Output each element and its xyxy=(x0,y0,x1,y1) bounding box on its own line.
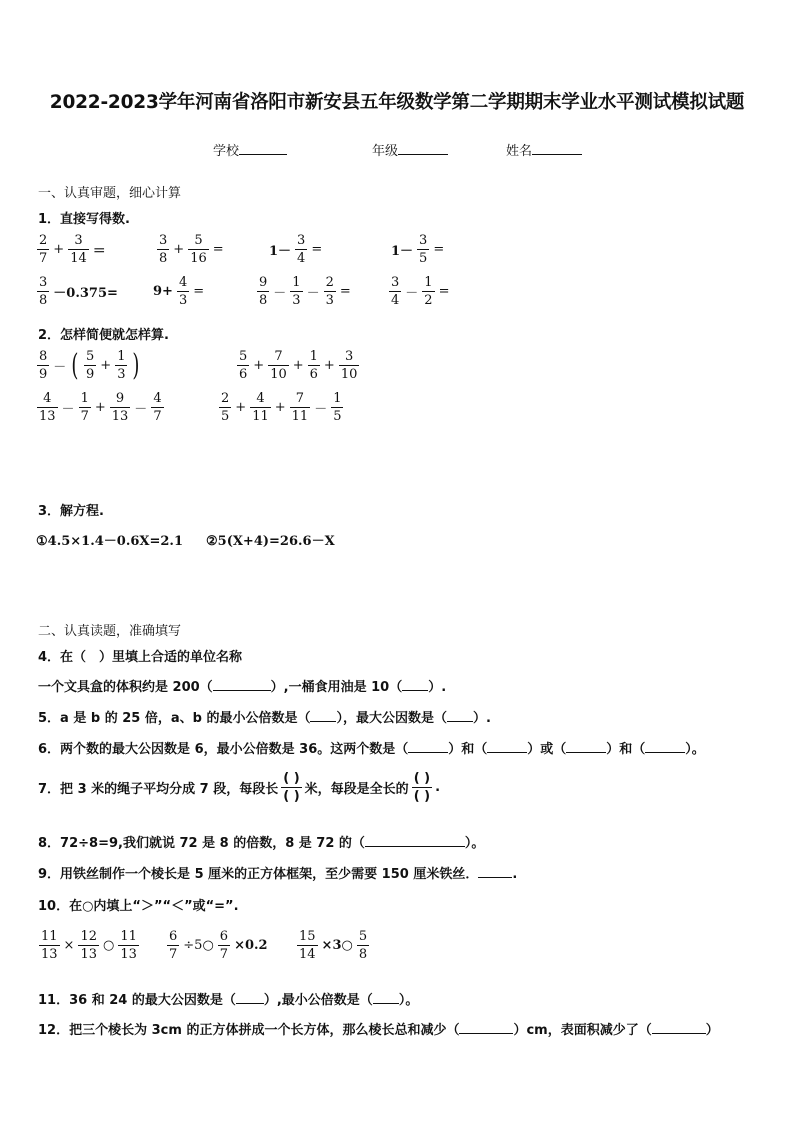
q2-item-1: $\frac{8}{9}$ － ( $\frac{5}{9}$ + $\frac{1}{3}$ ) xyxy=(39,347,140,383)
q7: 7．把 3 米的绳子平均分成 7 段，每段长 $\frac{( )}{( )}$ 米，每段是全长的 $\frac{( )}{( )}$ . xyxy=(38,771,441,804)
q7-blank-2[interactable]: $\frac{( )}{( )}$ xyxy=(413,771,431,804)
page-title: 2022-2023学年河南省洛阳市新安县五年级数学第二学期期末学业水平测试模拟试题 xyxy=(49,92,745,113)
q4-label: 4．在（ ）里填上合适的单位名称 xyxy=(38,650,243,665)
q3-equation-2: ②5(X+4)=26.6－X xyxy=(206,534,335,549)
q10-circle-3[interactable]: ×3○ xyxy=(321,938,353,953)
q12: 12．把三个棱长为 3cm 的正方体拼成一个长方体，那么棱长总和减少（ ）cm，表面积减少了（ ） xyxy=(38,1019,719,1038)
q10-compare-1: $\frac{11}{13}$ × $\frac{12}{13}$ ○ $\frac{11}{13}$ xyxy=(41,929,137,962)
q12-blank-2[interactable] xyxy=(652,1020,706,1034)
q10-label: 10．在○内填上“＞”“＜”或“=”. xyxy=(38,899,239,914)
q8-blank[interactable] xyxy=(365,833,465,847)
q6-blank-4[interactable] xyxy=(645,739,685,753)
q5: 5．a 是 b 的 25 倍，a、b 的最小公倍数是（ ），最大公因数是（ ）. xyxy=(38,707,491,726)
q1-item-2: $\frac{3}{8}$ + $\frac{5}{16}$ = xyxy=(159,233,224,266)
q10-compare-2: $\frac{6}{7}$ ÷5○ $\frac{6}{7}$ ×0.2 xyxy=(169,929,268,962)
section-2-heading: 二、认真读题，准确填写 xyxy=(38,624,182,639)
q4-blank-2[interactable] xyxy=(402,677,428,691)
q11-blank-2[interactable] xyxy=(373,990,399,1004)
q1-item-4: 1－ $\frac{3}{5}$ = xyxy=(391,233,445,266)
school-field[interactable]: 学校 xyxy=(213,140,287,159)
q11: 11．36 和 24 的最大公因数是（ ）,最小公倍数是（ ）。 xyxy=(38,989,418,1008)
q10-circle-2[interactable]: ÷5○ xyxy=(183,938,214,953)
q3-label: 3．解方程. xyxy=(38,504,104,519)
q1-item-1: $\frac{2}{7}$ + $\frac{3}{14}$ ＝ xyxy=(39,233,106,266)
q1-item-8: $\frac{3}{4}$ － $\frac{1}{2}$ = xyxy=(391,275,450,308)
q5-blank-2[interactable] xyxy=(447,708,473,722)
q9-blank[interactable] xyxy=(478,864,512,878)
q1-label: 1．直接写得数. xyxy=(38,212,130,227)
q4-line: 一个文具盒的体积约是 200（ ）,一桶食用油是 10（ ）. xyxy=(38,676,446,695)
q3-equation-1: ①4.5×1.4－0.6X=2.1 xyxy=(36,534,183,549)
q10-circle-1[interactable]: ○ xyxy=(103,938,115,953)
q11-blank-1[interactable] xyxy=(236,990,264,1004)
q9: 9．用铁丝制作一个棱长是 5 厘米的正方体框架，至少需要 150 厘米铁丝． . xyxy=(38,863,517,882)
grade-field[interactable]: 年级 xyxy=(372,140,448,159)
q2-item-4: $\frac{2}{5}$ + $\frac{4}{11}$ + $\frac{7}{11}$ － $\frac{1}{5}$ xyxy=(221,391,342,424)
q1-item-7: $\frac{9}{8}$ － $\frac{1}{3}$ － $\frac{2}{3}$ = xyxy=(259,275,351,308)
q2-label: 2．怎样简便就怎样算. xyxy=(38,328,169,343)
name-field[interactable]: 姓名 xyxy=(506,140,582,159)
q6-blank-3[interactable] xyxy=(566,739,606,753)
q10-compare-3: $\frac{15}{14}$ ×3○ $\frac{5}{8}$ xyxy=(299,929,368,962)
q12-blank-1[interactable] xyxy=(459,1020,513,1034)
q1-item-6: 9+ $\frac{4}{3}$ = xyxy=(153,275,205,308)
q4-blank-1[interactable] xyxy=(213,677,271,691)
q6-blank-2[interactable] xyxy=(487,739,527,753)
q1-item-3: 1－ $\frac{3}{4}$ = xyxy=(269,233,323,266)
q7-blank-1[interactable]: $\frac{( )}{( )}$ xyxy=(283,771,300,804)
q1-item-5: $\frac{3}{8}$ －0.375= xyxy=(39,275,118,308)
q2-item-3: $\frac{4}{13}$ － $\frac{1}{7}$ + $\frac{9}{13}$ － $\frac{4}{7}$ xyxy=(39,391,162,424)
q6: 6．两个数的最大公因数是 6，最小公倍数是 36。这两个数是（ ）和（ ）或（ ）和（ ）。 xyxy=(38,738,705,757)
q6-blank-1[interactable] xyxy=(408,739,448,753)
q8: 8．72÷8=9,我们就说 72 是 8 的倍数，8 是 72 的（ ）。 xyxy=(38,832,484,851)
q2-item-2: $\frac{5}{6}$ + $\frac{7}{10}$ + $\frac{1}{6}$ + $\frac{3}{10}$ xyxy=(239,349,358,382)
q5-blank-1[interactable] xyxy=(310,708,336,722)
section-1-heading: 一、认真审题，细心计算 xyxy=(38,186,182,201)
